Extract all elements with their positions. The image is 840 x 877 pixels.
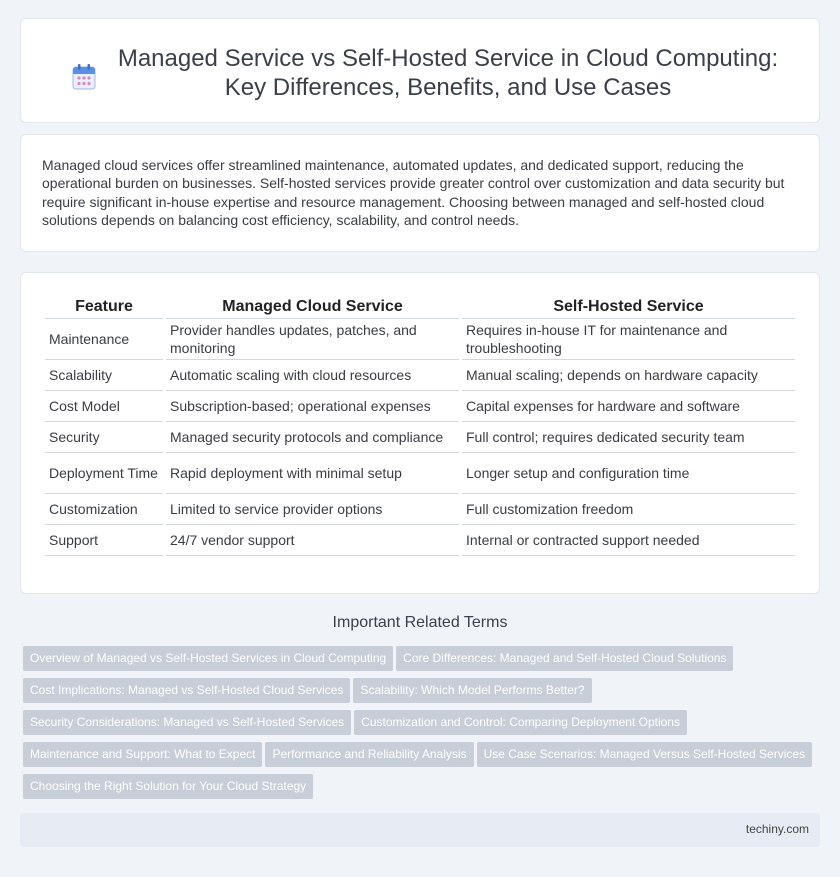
self-hosted-cell: Requires in-house IT for maintenance and troubleshooting (462, 319, 795, 360)
table-header-row (45, 296, 795, 319)
table-row (45, 494, 795, 525)
managed-cell: Managed security protocols and compliance (166, 422, 459, 453)
managed-cell: 24/7 vendor support (166, 525, 459, 556)
self-hosted-cell: Capital expenses for hardware and software (462, 391, 795, 422)
comparison-table-card (20, 272, 820, 594)
header-feature: Feature (45, 296, 163, 319)
feature-cell: Security (45, 422, 163, 453)
header-self-hosted: Self-Hosted Service (462, 296, 795, 319)
managed-cell: Limited to service provider options (166, 494, 459, 525)
self-hosted-cell: Longer setup and configuration time (462, 453, 795, 494)
table-row (45, 319, 795, 360)
intro-paragraph: Managed cloud services offer streamlined maintenance, automated updates, and dedicated support, reducing the operational burden on businesses. Self-hosted services provide greater control over customization and data security but require significant in-house expertise and resource management. Choosing between managed and self-hosted cloud solutions depends on balancing cost efficiency, scalability, and control needs. (42, 157, 785, 229)
related-terms-list (23, 646, 823, 806)
comparison-table (42, 296, 798, 556)
table-row (45, 391, 795, 422)
page-title: Managed Service vs Self-Hosted Service in Cloud Computing: Key Differences, Benefits, and Use Cases (117, 45, 779, 101)
calendar-icon (72, 64, 96, 90)
related-term-link[interactable]: Overview of Managed vs Self-Hosted Services in Cloud Computing (23, 646, 393, 671)
self-hosted-cell: Full control; requires dedicated security team (462, 422, 795, 453)
intro-card (20, 134, 820, 252)
footer-bar (20, 813, 820, 847)
related-term-link[interactable]: Security Considerations: Managed vs Self-Hosted Services (23, 710, 351, 735)
related-term-link[interactable]: Core Differences: Managed and Self-Hosted Cloud Solutions (396, 646, 733, 671)
related-term-link[interactable]: Customization and Control: Comparing Deployment Options (354, 710, 687, 735)
table-row (45, 453, 795, 494)
self-hosted-cell: Internal or contracted support needed (462, 525, 795, 556)
managed-cell: Automatic scaling with cloud resources (166, 360, 459, 391)
related-term-link[interactable]: Maintenance and Support: What to Expect (23, 742, 262, 767)
feature-cell: Maintenance (45, 319, 163, 360)
managed-cell: Subscription-based; operational expenses (166, 391, 459, 422)
feature-cell: Support (45, 525, 163, 556)
managed-cell: Rapid deployment with minimal setup (166, 453, 459, 494)
title-card (20, 18, 820, 123)
related-term-link[interactable]: Performance and Reliability Analysis (265, 742, 473, 767)
table-row (45, 422, 795, 453)
feature-cell: Customization (45, 494, 163, 525)
related-term-link[interactable]: Scalability: Which Model Performs Better? (353, 678, 591, 703)
related-terms-heading: Important Related Terms (332, 614, 508, 631)
table-row (45, 360, 795, 391)
related-term-link[interactable]: Use Case Scenarios: Managed Versus Self-Hosted Services (477, 742, 813, 767)
feature-cell: Deployment Time (45, 453, 163, 494)
self-hosted-cell: Full customization freedom (462, 494, 795, 525)
feature-cell: Cost Model (45, 391, 163, 422)
managed-cell: Provider handles updates, patches, and monitoring (166, 319, 459, 360)
self-hosted-cell: Manual scaling; depends on hardware capacity (462, 360, 795, 391)
table-row (45, 525, 795, 556)
footer-site-name[interactable]: techiny.com (745, 822, 809, 836)
feature-cell: Scalability (45, 360, 163, 391)
related-term-link[interactable]: Choosing the Right Solution for Your Cloud Strategy (23, 774, 313, 799)
related-term-link[interactable]: Cost Implications: Managed vs Self-Hosted Cloud Services (23, 678, 350, 703)
header-managed: Managed Cloud Service (166, 296, 459, 319)
